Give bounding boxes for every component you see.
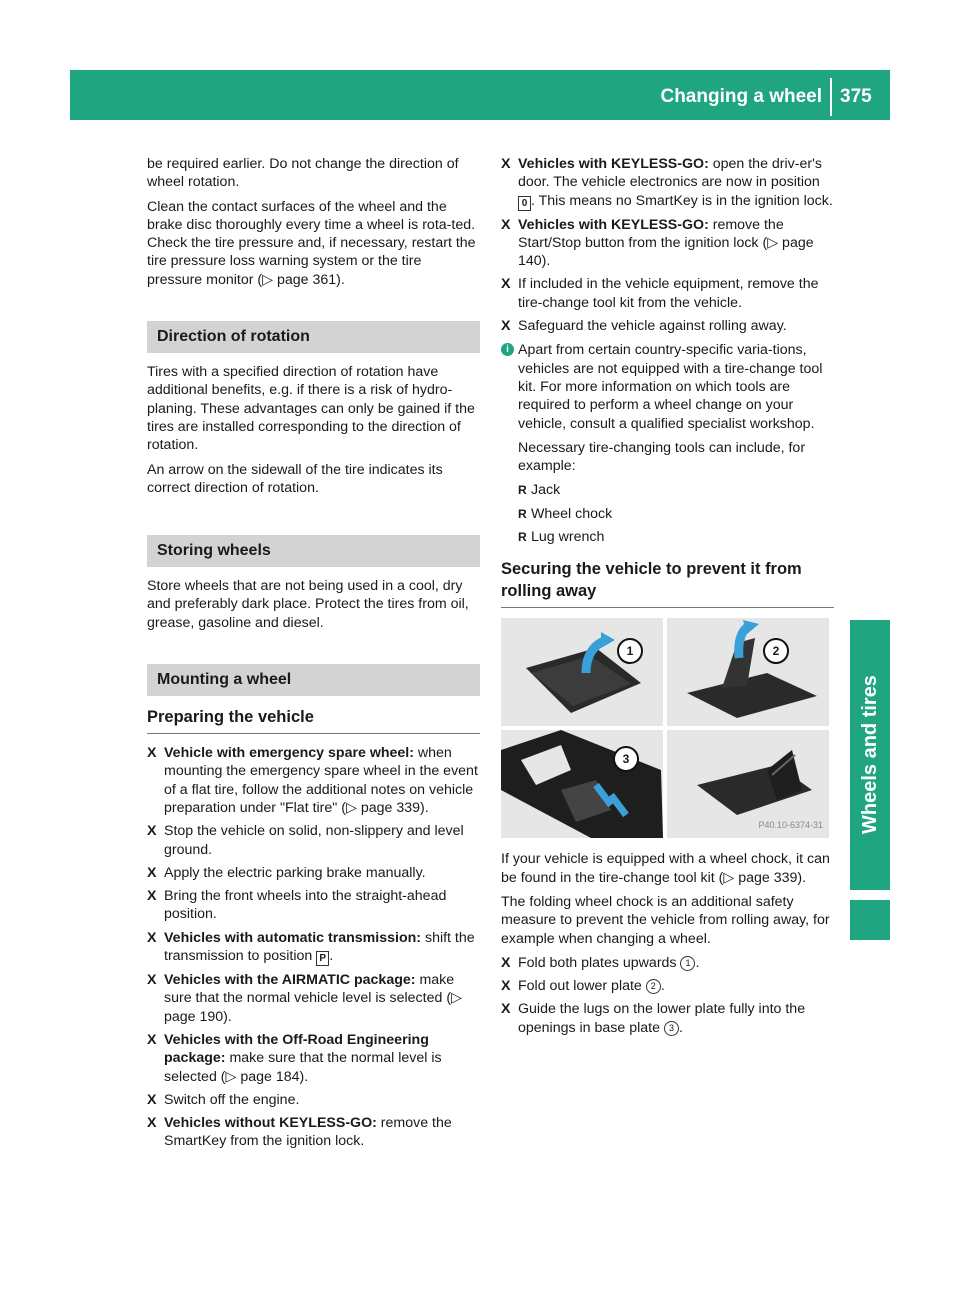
side-tab-marker bbox=[850, 900, 890, 940]
step-marker: X bbox=[147, 1091, 157, 1108]
step-marker: X bbox=[147, 1115, 157, 1132]
side-tab bbox=[850, 620, 890, 890]
step-text: Switch off the engine. bbox=[164, 1091, 300, 1108]
figure-panel-2 bbox=[667, 618, 829, 726]
callout-ref: 3 bbox=[664, 1021, 679, 1036]
paragraph: An arrow on the sidewall of the tire indicates its correct direction of rotation. bbox=[147, 461, 443, 496]
step-list bbox=[501, 155, 834, 335]
step-bold: Vehicles with automatic transmission: bbox=[164, 929, 422, 946]
paragraph: Tires with a specified direction of rotation have additional benefits, e.g. if there is a risk of hydro-planing. These advantages can only be gained if the tires are installed corresponding to the direction of rotation. bbox=[147, 364, 475, 454]
callout-1: 1 bbox=[617, 638, 643, 664]
step-marker: X bbox=[147, 823, 157, 840]
step-marker: X bbox=[501, 156, 511, 172]
paragraph: If your vehicle is equipped with a wheel chock, it can be found in the tire-change tool kit (▷ page 339). bbox=[501, 851, 830, 886]
step-text: Apply the electric parking brake manually. bbox=[164, 864, 426, 881]
paragraph: Necessary tire-changing tools can include, for example: bbox=[518, 439, 806, 475]
step-text: . bbox=[329, 948, 334, 965]
paragraph: be required earlier. Do not change the direction of wheel rotation. bbox=[147, 156, 459, 191]
step-text: If included in the vehicle equipment, remove the tire-change tool kit from the vehicle. bbox=[518, 276, 819, 311]
step-marker: X bbox=[501, 954, 511, 971]
bullet-marker: R bbox=[518, 483, 527, 498]
left-column bbox=[147, 155, 480, 1157]
ignition-position-symbol: 0 bbox=[518, 196, 531, 211]
list-item-text: Wheel chock bbox=[531, 505, 613, 522]
tool-list bbox=[501, 481, 834, 546]
step-bold: Vehicle with emergency spare wheel: bbox=[164, 745, 414, 762]
step-marker: X bbox=[147, 1031, 157, 1048]
step-marker: X bbox=[147, 864, 157, 881]
step-item bbox=[147, 1031, 480, 1086]
step-item bbox=[147, 929, 480, 966]
wheel-chock-figure bbox=[501, 618, 834, 838]
step-bold: Vehicles with KEYLESS-GO: bbox=[518, 156, 709, 172]
paragraph: The folding wheel chock is an additional safety measure to prevent the vehicle from rolling away, for example when changing a wheel. bbox=[501, 893, 830, 947]
step-text: . bbox=[695, 954, 700, 971]
bullet-marker: R bbox=[518, 530, 527, 545]
step-text: make sure that the normal level is selected (▷ page 184). bbox=[164, 1050, 442, 1085]
step-text: remove the SmartKey from the ignition lock. bbox=[164, 1115, 452, 1150]
wheel-chock-illustration bbox=[501, 730, 663, 838]
list-item-text: Lug wrench bbox=[531, 529, 605, 546]
wheel-chock-illustration bbox=[501, 618, 663, 726]
step-item bbox=[501, 977, 834, 995]
step-text: shift the transmission to position bbox=[164, 929, 475, 965]
step-marker: X bbox=[501, 1001, 511, 1018]
subheading-securing: Securing the vehicle to prevent it from rolling away bbox=[501, 560, 802, 601]
step-text: open the driv-er's door. The vehicle electronics are now in position bbox=[518, 156, 822, 191]
step-text: Guide the lugs on the lower plate fully into the openings in base plate bbox=[518, 1001, 806, 1036]
step-text: make sure that the normal vehicle level is selected (▷ page 190). bbox=[164, 972, 462, 1025]
step-marker: X bbox=[147, 929, 157, 946]
step-item bbox=[147, 822, 480, 859]
step-bold: Vehicles with the AIRMATIC package: bbox=[164, 972, 416, 989]
step-item bbox=[147, 1114, 480, 1151]
step-marker: X bbox=[501, 978, 511, 995]
page-title: Changing a wheel bbox=[660, 86, 822, 107]
side-tab-label: Wheels and tires bbox=[858, 675, 881, 835]
info-icon: i bbox=[501, 343, 514, 356]
step-list bbox=[147, 744, 480, 1151]
step-text: Safeguard the vehicle against rolling away. bbox=[518, 318, 787, 335]
step-item bbox=[501, 275, 834, 312]
figure-panel-3 bbox=[501, 730, 663, 838]
step-text: Fold out lower plate bbox=[518, 978, 642, 995]
figure-panel-1 bbox=[501, 618, 663, 726]
info-note bbox=[501, 341, 834, 475]
step-marker: X bbox=[147, 888, 157, 905]
step-text: when mounting the emergency spare wheel in the event of a flat tire, follow the additional notes on vehicle preparation under "Flat tire" (▷ page 339). bbox=[164, 745, 478, 816]
callout-2: 2 bbox=[763, 638, 789, 664]
step-marker: X bbox=[147, 972, 157, 989]
step-marker: X bbox=[501, 216, 511, 233]
page-number: 375 bbox=[840, 86, 872, 107]
paragraph: Clean the contact surfaces of the wheel and the brake disc thoroughly every time a wheel is rota-ted. Check the tire pressure and, if necessary, restart the tire pressure loss warning system or the tire pressure monitor (▷ page 361). bbox=[147, 198, 476, 288]
figure-code: P40.10-6374-31 bbox=[758, 820, 823, 831]
gear-p-symbol: P bbox=[316, 951, 329, 966]
right-column bbox=[501, 155, 834, 1043]
step-item bbox=[501, 1000, 834, 1037]
section-heading-storing: Storing wheels bbox=[147, 535, 480, 567]
wheel-chock-illustration bbox=[667, 618, 829, 726]
step-item bbox=[501, 317, 834, 335]
list-item bbox=[518, 481, 834, 499]
step-item bbox=[501, 954, 834, 972]
bullet-marker: R bbox=[518, 506, 527, 521]
divider bbox=[147, 733, 480, 734]
step-item bbox=[147, 887, 480, 924]
figure-panel-4 bbox=[667, 730, 829, 838]
step-item bbox=[501, 155, 834, 211]
paragraph: Apart from certain country-specific varia-tions, vehicles are not equipped with a tire-change tool kit. For more information on which tools are required to perform a wheel change on your vehicle, consult a qualified specialist workshop. bbox=[518, 342, 823, 432]
list-item-text: Jack bbox=[531, 482, 561, 499]
step-marker: X bbox=[147, 745, 157, 762]
step-text: remove the Start/Stop button from the ignition lock (▷ page 140). bbox=[518, 216, 814, 270]
header-divider bbox=[830, 78, 832, 116]
step-list bbox=[501, 954, 834, 1037]
step-bold: Vehicles without KEYLESS-GO: bbox=[164, 1115, 377, 1132]
step-text: Bring the front wheels into the straight-ahead position. bbox=[164, 888, 447, 923]
divider bbox=[501, 607, 834, 608]
paragraph: Store wheels that are not being used in a cool, dry and preferably dark place. Protect the tires from oil, grease, gasoline and diesel. bbox=[147, 578, 469, 631]
step-text: . bbox=[678, 1019, 683, 1036]
step-bold: Vehicles with KEYLESS-GO: bbox=[518, 216, 709, 233]
callout-ref: 2 bbox=[646, 979, 661, 994]
step-item bbox=[147, 1091, 480, 1109]
step-text: . This means no SmartKey is in the ignition lock. bbox=[531, 192, 833, 209]
step-text: Fold both plates upwards bbox=[518, 954, 677, 971]
list-item bbox=[518, 528, 834, 546]
step-text: Stop the vehicle on solid, non-slippery and level ground. bbox=[164, 823, 464, 858]
section-heading-direction: Direction of rotation bbox=[147, 321, 480, 353]
callout-3: 3 bbox=[613, 746, 639, 772]
list-item bbox=[518, 505, 834, 523]
step-marker: X bbox=[501, 318, 511, 335]
step-item bbox=[147, 864, 480, 882]
step-item bbox=[147, 744, 480, 817]
step-marker: X bbox=[501, 276, 511, 293]
step-text: . bbox=[660, 978, 665, 995]
step-bold: Vehicles with the Off-Road Engineering package: bbox=[164, 1031, 429, 1067]
step-item bbox=[147, 971, 480, 1026]
section-heading-mounting: Mounting a wheel bbox=[147, 664, 480, 696]
subheading-preparing: Preparing the vehicle bbox=[147, 708, 314, 727]
step-item bbox=[501, 216, 834, 271]
callout-ref: 1 bbox=[680, 956, 695, 971]
